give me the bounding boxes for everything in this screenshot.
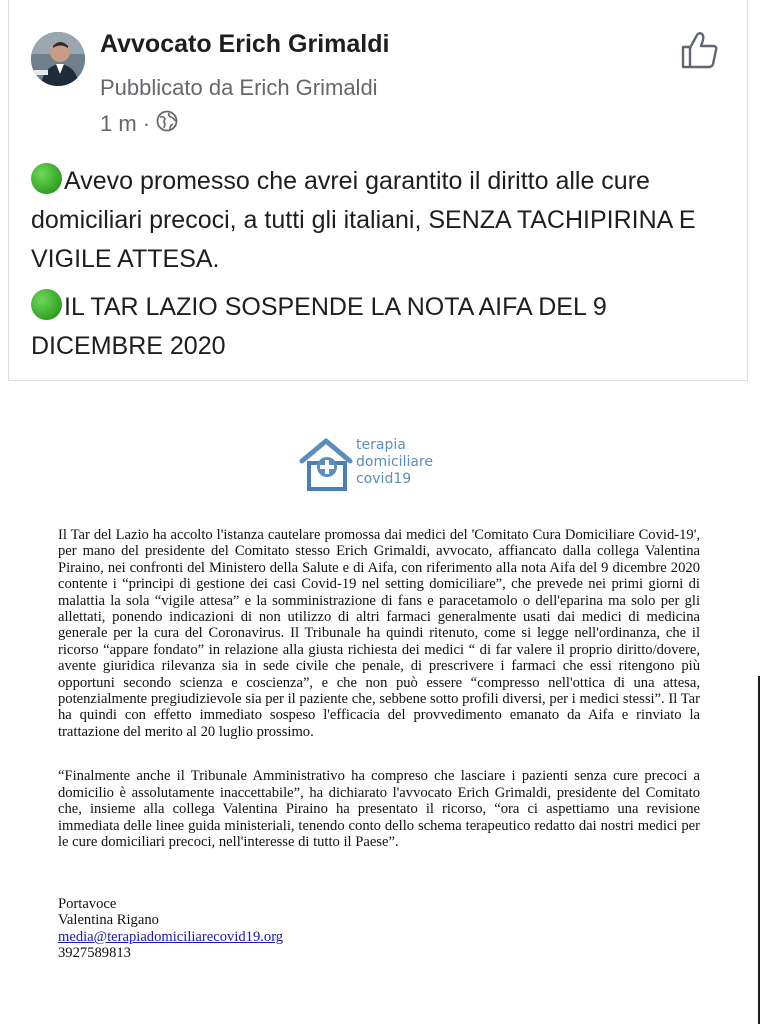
green-circle-icon bbox=[31, 163, 62, 194]
avatar-photo bbox=[31, 32, 85, 86]
globe-icon bbox=[156, 110, 178, 138]
post-paragraph-2 bbox=[31, 288, 731, 366]
post-paragraph-1-text: Avevo promesso che avrei garantito il diritto alle cure domiciliari precoci, a tutti gli italiani, SENZA TACHIPIRINA E VIGILE ATTESA. bbox=[31, 167, 696, 273]
post-author-name[interactable]: Avvocato Erich Grimaldi bbox=[100, 30, 390, 58]
press-paragraph-2: “Finalmente anche il Tribunale Amministrativo ha compreso che lasciare i pazienti senza cure precoci a domicilio è assolutamente inaccettabile”, ha dichiarato l'avvocato Erich Grimaldi, presidente del Comitato che, insieme alla collega Valentina Piraino ha presentato il ricorso, “ora ci aspettiamo una revisione immediata delle linee guida ministeriali, tenendo conto dello schema terapeutico redatto dai nostri medici per le cure domiciliari precoci, nell'interesse di tutto il Paese”. bbox=[58, 768, 700, 850]
posted-by-label: Pubblicato da Erich Grimaldi bbox=[100, 75, 378, 100]
post-paragraph-2-text: IL TAR LAZIO SOSPENDE LA NOTA AIFA DEL 9 DICEMBRE 2020 bbox=[31, 293, 607, 360]
press-paragraph-1: Il Tar del Lazio ha accolto l'istanza cautelare promossa dai medici del 'Comitato Cura Domiciliare Covid-19', per mano del presidente del Comitato stesso Erich Grimaldi, avvocato, affiancato dalla collega Valentina Piraino, nei confronti del Ministero della Salute e di Aifa, con riferimento alla nota Aifa del 9 dicembre 2020 contente i “principi di gestione dei casi Covid-19 nel setting domiciliare”, che prevede nei primi giorni di malattia la sola “vigile attesa” e la somministrazione di fans e paracetamolo o dell'eparina ma solo per gli allettati, ponendo indicazioni di non utilizzo di altri farmaci generalmente usati dai medici di medicina generale per la cura del Coronavirus. Il Tribunale ha quindi ritenuto, come si legge nell'ordinanza, che il ricorso “appare fondato” in relazione alla giusta richiesta dei medici “ di far valere il proprio diritto/dovere, avente giuridica rilevanza sia in sede civile che penale, di prescrivere i farmaci che essi ritengono più opportuni secondo scienza e coscienza”, e che non può essere “compresso nell'ottica di una attesa, potenzialmente pregiudizievole sia per il paziente che, sebbene sotto profili diversi, per i medici stessi”. Il Tar ha quindi con effetto immediato sospeso l'efficacia del provvedimento emanato da Aifa e rinviato la trattazione del merito al 20 luglio prossimo. bbox=[58, 527, 700, 740]
green-circle-icon bbox=[31, 289, 62, 320]
signature-block bbox=[58, 896, 283, 962]
facebook-post-card bbox=[8, 0, 748, 381]
post-meta bbox=[100, 110, 178, 138]
post-body bbox=[31, 162, 731, 375]
logo-line-2: domiciliare bbox=[356, 454, 433, 470]
logo-text bbox=[356, 437, 433, 488]
signature-role: Portavoce bbox=[58, 896, 117, 912]
signature-email-link[interactable]: media@terapiadomiciliarecovid19.org bbox=[58, 928, 284, 945]
thumbs-up-icon[interactable] bbox=[681, 30, 719, 70]
signature-phone: 3927589813 bbox=[58, 945, 131, 962]
meta-separator: · bbox=[142, 111, 151, 136]
press-release-text bbox=[58, 527, 700, 850]
author-avatar[interactable] bbox=[31, 32, 85, 86]
post-paragraph-1 bbox=[31, 162, 731, 279]
post-timestamp[interactable]: 1 m bbox=[100, 111, 137, 136]
logo-line-1: terapia bbox=[356, 437, 406, 453]
logo-line-3: covid19 bbox=[356, 471, 412, 487]
signature-name: Valentina Rigano bbox=[58, 912, 159, 929]
